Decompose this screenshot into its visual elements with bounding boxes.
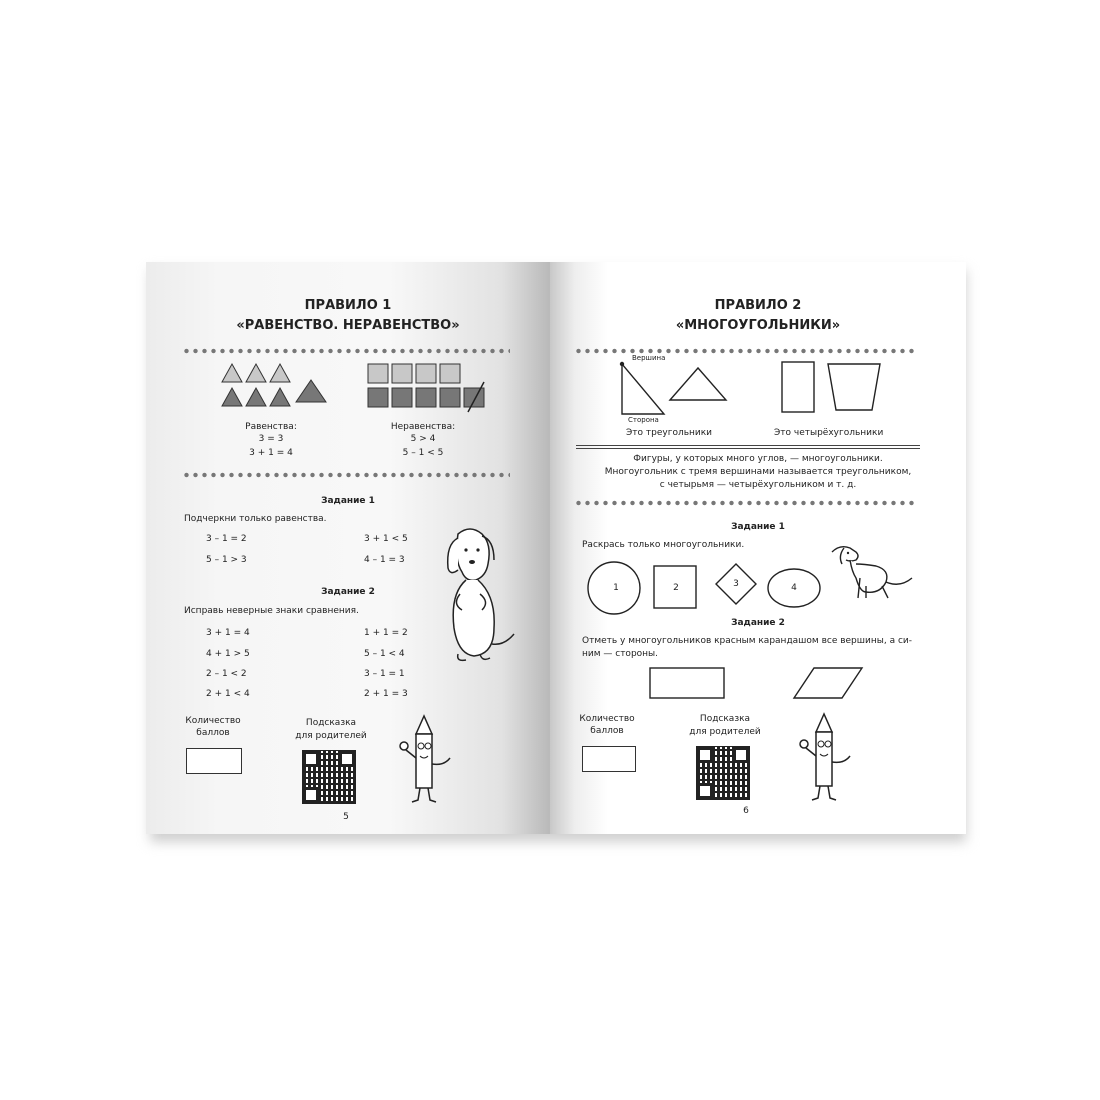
inequality-example: 5 > 4 xyxy=(410,434,436,444)
quads-caption: Это четырёхугольники xyxy=(774,428,884,438)
task1-expression: 5 – 1 > 3 xyxy=(206,555,247,565)
inequality-example: 5 – 1 < 5 xyxy=(402,448,444,458)
hint-label: для родителей xyxy=(689,727,761,737)
inequalities-label: Неравенства: xyxy=(390,422,456,432)
qr-code-icon[interactable] xyxy=(696,746,750,800)
score-label: баллов xyxy=(590,726,624,736)
task2-expression: 2 + 1 < 4 xyxy=(206,689,250,699)
equality-example: 3 + 1 = 4 xyxy=(249,448,293,458)
hint-label: для родителей xyxy=(295,731,367,741)
score-label: Количество xyxy=(579,714,635,724)
task1-instruction: Подчеркни только равенства. xyxy=(184,514,327,524)
rule-title: ПРАВИЛО 1 xyxy=(304,298,392,313)
task2-expression: 2 – 1 < 2 xyxy=(206,669,247,679)
pencil-mascot-illustration xyxy=(394,714,464,806)
shape-number: 1 xyxy=(613,583,619,593)
shape-number: 2 xyxy=(673,583,679,593)
dog-illustration xyxy=(826,542,918,602)
hint-label: Подсказка xyxy=(699,714,751,724)
task2-instruction: Отметь у многоугольников красным карандашом все вершины, а си- xyxy=(582,636,912,646)
task1-expression: 4 – 1 = 3 xyxy=(364,555,405,565)
task1-expression: 3 + 1 < 5 xyxy=(364,534,408,544)
task1-title: Задание 1 xyxy=(321,496,375,506)
left-page xyxy=(146,262,550,834)
rule-subtitle: «МНОГОУГОЛЬНИКИ» xyxy=(675,318,841,333)
dotted-divider xyxy=(574,348,918,354)
page-number: 5 xyxy=(343,812,349,822)
qr-code-icon[interactable] xyxy=(302,750,356,804)
task2-expression: 3 + 1 = 4 xyxy=(206,628,250,638)
score-label: баллов xyxy=(196,728,230,738)
page-number: 6 xyxy=(743,806,749,816)
vertex-label: Вершина xyxy=(632,354,666,362)
task2-instruction: ним — стороны. xyxy=(582,649,659,659)
pencil-mascot-illustration xyxy=(794,712,864,804)
task2-expression: 2 + 1 = 3 xyxy=(364,689,408,699)
rule-title: ПРАВИЛО 2 xyxy=(714,298,802,313)
task1-expression: 3 – 1 = 2 xyxy=(206,534,247,544)
squares-illustration xyxy=(366,362,490,414)
dotted-divider xyxy=(182,348,510,354)
dotted-divider xyxy=(182,472,510,478)
rule-subtitle: «РАВЕНСТВО. НЕРАВЕНСТВО» xyxy=(236,318,460,333)
triangles-illustration xyxy=(220,362,330,408)
task2-title: Задание 2 xyxy=(321,587,375,597)
hint-label: Подсказка xyxy=(305,718,357,728)
open-workbook xyxy=(146,262,966,840)
task1-instruction: Раскрась только многоугольники. xyxy=(582,540,745,550)
task2-expression: 3 – 1 = 1 xyxy=(364,669,405,679)
equality-example: 3 = 3 xyxy=(258,434,284,444)
score-box[interactable] xyxy=(186,748,242,774)
double-divider xyxy=(576,445,920,449)
equalities-label: Равенства: xyxy=(245,422,297,432)
definition-line: Многоугольник с тремя вершинами называется треугольником, xyxy=(604,467,912,477)
task2-instruction: Исправь неверные знаки сравнения. xyxy=(184,606,359,616)
definition-line: с четырьмя — четырёхугольником и т. д. xyxy=(659,480,857,490)
dotted-divider xyxy=(574,500,918,506)
dog-illustration xyxy=(436,524,516,666)
task2-title: Задание 2 xyxy=(731,618,785,628)
polygons-illustration xyxy=(618,360,918,422)
task1-title: Задание 1 xyxy=(731,522,785,532)
task2-expression: 1 + 1 = 2 xyxy=(364,628,408,638)
shape-number: 3 xyxy=(733,579,739,589)
triangles-caption: Это треугольники xyxy=(626,428,713,438)
side-label: Сторона xyxy=(628,416,659,424)
task2-expression: 5 – 1 < 4 xyxy=(364,649,405,659)
definition-line: Фигуры, у которых много углов, — многоугольники. xyxy=(633,454,883,464)
shape-number: 4 xyxy=(791,583,797,593)
polygons-to-mark xyxy=(648,666,868,702)
right-page xyxy=(550,262,966,834)
score-box[interactable] xyxy=(582,746,636,772)
score-label: Количество xyxy=(185,716,241,726)
task2-expression: 4 + 1 > 5 xyxy=(206,649,250,659)
